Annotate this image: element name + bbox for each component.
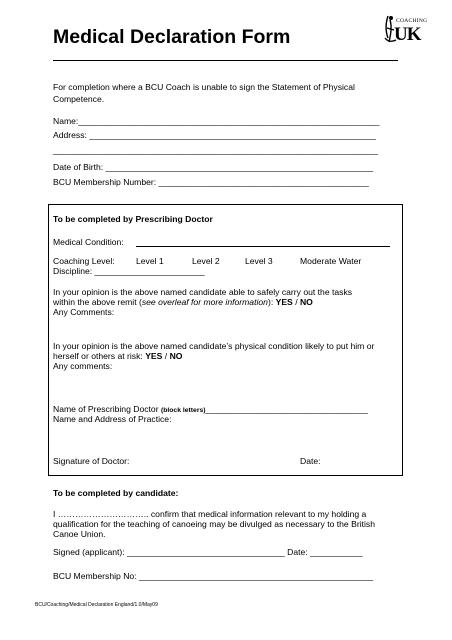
any-comments-label-2: Any comments: (53, 361, 113, 371)
discipline-field[interactable]: Discipline: _______________________ (53, 266, 205, 276)
logo-coaching-text: COACHING (396, 18, 428, 24)
question-1-text-a: within the above remit ( (53, 297, 142, 307)
coaching-uk-logo (382, 12, 434, 50)
medical-condition-field[interactable] (136, 246, 390, 247)
medical-condition-label: Medical Condition: (53, 237, 124, 247)
intro-line-2: Competence. (53, 94, 105, 104)
level-3-option[interactable]: Level 3 (245, 256, 273, 266)
question-1-line-1: In your opinion is the above named candidate able to safely carry out the tasks (53, 287, 353, 297)
question-2-text: herself or others at risk: (53, 351, 143, 361)
candidate-line-3: Canoe Union. (53, 529, 106, 539)
moderate-water-option[interactable]: Moderate Water (300, 256, 362, 266)
doctor-section-heading: To be completed by Prescribing Doctor (53, 214, 213, 224)
question-2-slash: / (164, 351, 168, 361)
header-divider (53, 60, 398, 61)
question-1-text-b: ): (267, 297, 274, 307)
level-1-option[interactable]: Level 1 (136, 256, 164, 266)
question-2-no[interactable]: NO (169, 351, 183, 361)
practice-label: Name and Address of Practice: (53, 414, 172, 424)
intro-line-1: For completion where a BCU Coach is unable to sign the Statement of Physical (53, 82, 355, 92)
membership-number-field[interactable]: BCU Membership Number: ____________________________________________ (53, 177, 369, 187)
level-2-option[interactable]: Level 2 (192, 256, 220, 266)
date-of-birth-field[interactable]: Date of Birth: ________________________________________________________ (53, 162, 374, 172)
question-1-italic-text: see overleaf for more information (141, 297, 268, 307)
question-1-slash: / (295, 297, 298, 307)
candidate-membership-field[interactable]: BCU Membership No: _________________________________________________ (53, 571, 374, 581)
doctor-name-label: Name of Prescribing Doctor (53, 404, 159, 414)
name-field[interactable]: Name:_______________________________________________________________ (53, 116, 380, 126)
coaching-level-label: Coaching Level: (53, 256, 115, 266)
candidate-line-2: qualification for the teaching of canoeing may be divulged as necessary to the British (53, 519, 375, 529)
candidate-line-1: I ………………………….. confirm that medical information relevant to my holding a (53, 509, 367, 519)
question-1-yes[interactable]: YES (275, 297, 293, 307)
applicant-signature-field[interactable]: Signed (applicant): _________________________________ Date: ___________ (53, 547, 363, 557)
logo-uk-text: UK (394, 24, 421, 45)
candidate-section-heading: To be completed by candidate: (53, 488, 179, 498)
page-title: Medical Declaration Form (53, 26, 291, 48)
block-letters-note: (block letters) (160, 407, 206, 414)
doctor-signature-label: Signature of Doctor: (53, 456, 130, 466)
doctor-date-label: Date: (300, 456, 321, 466)
doctor-name-line: __________________________________ (205, 404, 369, 414)
question-1-no[interactable]: NO (299, 297, 313, 307)
address-field[interactable]: Address: ____________________________________________________________ (53, 130, 377, 140)
question-2-yes[interactable]: YES (145, 351, 163, 361)
address-field-line-2[interactable]: ____________________________________________________________________ (53, 145, 379, 155)
any-comments-label-1: Any Comments: (53, 307, 115, 317)
footer-reference: BCU/Coaching/Medical Declaration England/1.0/May09 (35, 602, 158, 608)
question-2-line-1: In your opinion is the above named candidate’s physical condition likely to put him or (53, 341, 375, 351)
